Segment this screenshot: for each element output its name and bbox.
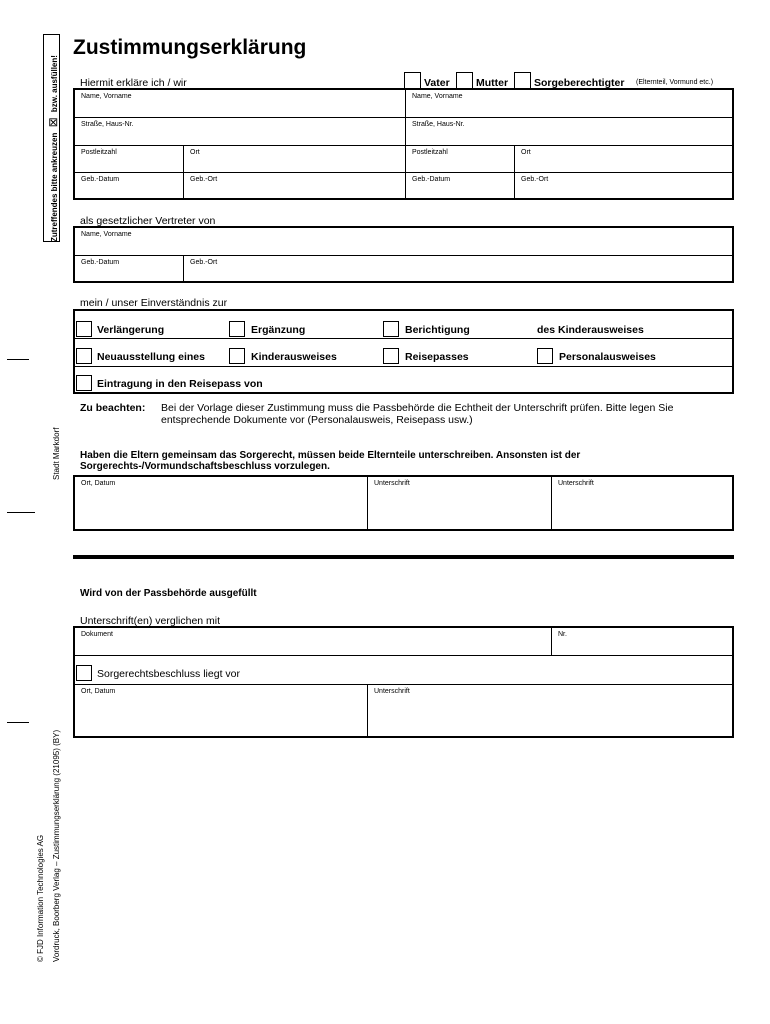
custody-signature-1-field[interactable]: [368, 477, 551, 529]
declarant1-birthdate-field[interactable]: [75, 173, 183, 198]
consent-heading: mein / unser Einverständnis zur: [80, 297, 228, 309]
footer-copyright: © FJD Information Technologies AG: [36, 834, 45, 962]
role-mother-label: Mutter: [476, 77, 509, 89]
document-field[interactable]: [75, 628, 551, 655]
declarant1-birthplace-field[interactable]: [184, 173, 405, 198]
declarant1-zip-field[interactable]: [75, 146, 183, 172]
child-birthdate-label: Geb.-Datum: [81, 259, 120, 266]
fold-mark-2: [7, 512, 35, 513]
page-title: Zustimmungserklärung: [73, 36, 307, 59]
document-label: Dokument: [81, 631, 113, 638]
custody-line-1: Haben die Eltern gemeinsam das Sorgerecht, müssen beide Elternteile unterschreiben. Ansonsten ist der: [80, 450, 581, 461]
passport-entry-label: Eintragung in den Reisepass von: [97, 378, 263, 390]
side-instruction-frame: [43, 34, 60, 242]
declarant1-zip-label: Postleitzahl: [81, 149, 117, 156]
representative-heading: als gesetzlicher Vertreter von: [80, 215, 216, 227]
compared-heading: Unterschrift(en) verglichen mit: [80, 615, 221, 627]
declarant2-zip-field[interactable]: [406, 146, 514, 172]
declarant-heading: Hiermit erkläre ich / wir: [80, 77, 187, 89]
custody-place-date-label: Ort, Datum: [81, 480, 116, 487]
section-divider: [73, 555, 734, 559]
custody-signature-1-label: Unterschrift: [374, 480, 410, 487]
declarant1-city-field[interactable]: [184, 146, 405, 172]
correction-label: Berichtigung: [405, 324, 470, 336]
child-birthdate-field[interactable]: [75, 256, 183, 281]
child-id-card-checkbox[interactable]: [229, 348, 245, 364]
custody-decision-label: Sorgerechtsbeschluss liegt vor: [97, 668, 240, 680]
footer-form-id: Vordruck, Boorberg Verlag – Zustimmungserklärung (21095) (BY): [52, 729, 61, 962]
reissue-label: Neuausstellung eines: [97, 351, 205, 363]
extension-checkbox[interactable]: [76, 321, 92, 337]
child-name-field[interactable]: [75, 228, 732, 255]
extension-label: Verlängerung: [97, 324, 165, 336]
role-mother-checkbox[interactable]: [456, 72, 473, 89]
child-birthplace-field[interactable]: [184, 256, 732, 281]
id-card-label: Personalausweises: [559, 351, 656, 363]
custody-place-date-field[interactable]: [75, 477, 367, 529]
side-instruction-part1: Zutreffendes bitte ankreuzen: [50, 132, 59, 242]
declarant1-street-label: Straße, Haus-Nr.: [81, 121, 134, 128]
supplement-checkbox[interactable]: [229, 321, 245, 337]
declarant1-birthplace-label: Geb.-Ort: [190, 176, 218, 183]
note-line-2: entsprechende Dokumente vor (Personalausweis, Reisepass usw.): [161, 414, 473, 426]
role-father-label: Vater: [424, 77, 450, 89]
child-name-label: Name, Vorname: [81, 231, 132, 238]
custody-signature-2-label: Unterschrift: [558, 480, 594, 487]
declarant1-city-label: Ort: [190, 149, 200, 156]
authority-box: [73, 626, 734, 738]
side-city: Stadt Markdorf: [52, 427, 61, 480]
passport-label: Reisepasses: [405, 351, 469, 363]
declarant-box: [73, 88, 734, 200]
authority-signature-field[interactable]: [368, 685, 732, 736]
declarant1-birthdate-label: Geb.-Datum: [81, 176, 120, 183]
custody-signature-2-field[interactable]: [552, 477, 732, 529]
declarant2-birthdate-label: Geb.-Datum: [412, 176, 451, 183]
reissue-checkbox[interactable]: [76, 348, 92, 364]
declarant2-city-label: Ort: [521, 149, 531, 156]
declarant2-name-field[interactable]: [406, 90, 732, 117]
fold-mark-1: [7, 359, 29, 360]
note-label: Zu beachten:: [80, 402, 146, 414]
passport-entry-checkbox[interactable]: [76, 375, 92, 391]
custody-line-2: Sorgerechts-/Vormundschaftsbeschluss vorzulegen.: [80, 461, 330, 472]
declarant1-name-field[interactable]: [75, 90, 405, 117]
declarant2-city-field[interactable]: [515, 146, 732, 172]
correction-checkbox[interactable]: [383, 321, 399, 337]
declarant2-birthplace-label: Geb.-Ort: [521, 176, 549, 183]
child-birthplace-label: Geb.-Ort: [190, 259, 218, 266]
role-father-checkbox[interactable]: [404, 72, 421, 89]
custody-signature-box: [73, 475, 734, 531]
declarant2-name-label: Name, Vorname: [412, 93, 463, 100]
representative-box: [73, 226, 734, 283]
declarant2-birthplace-field[interactable]: [515, 173, 732, 198]
role-note: (Elternteil, Vormund etc.): [636, 79, 714, 86]
declarant2-street-field[interactable]: [406, 118, 732, 145]
authority-signature-label: Unterschrift: [374, 688, 410, 695]
declarant1-street-field[interactable]: [75, 118, 405, 145]
number-label: Nr.: [558, 631, 567, 638]
role-guardian-label: Sorgeberechtigter: [534, 77, 625, 89]
role-guardian-checkbox[interactable]: [514, 72, 531, 89]
authority-heading: Wird von der Passbehörde ausgefüllt: [80, 588, 257, 599]
side-checkbox-icon: ⊠: [46, 117, 60, 128]
number-field[interactable]: [552, 628, 732, 655]
passport-checkbox[interactable]: [383, 348, 399, 364]
side-instruction-part2: bzw. ausfüllen!: [50, 55, 59, 113]
supplement-label: Ergänzung: [251, 324, 306, 336]
note-line-1: Bei der Vorlage dieser Zustimmung muss die Passbehörde die Echtheit der Unterschrift prüfen. Bitte legen Sie: [161, 402, 674, 414]
declarant2-birthdate-field[interactable]: [406, 173, 514, 198]
declarant1-name-label: Name, Vorname: [81, 93, 132, 100]
id-card-checkbox[interactable]: [537, 348, 553, 364]
authority-place-date-label: Ort, Datum: [81, 688, 116, 695]
child-id-label: des Kinderausweises: [537, 324, 644, 336]
fold-mark-3: [7, 722, 29, 723]
declarant2-zip-label: Postleitzahl: [412, 149, 448, 156]
authority-place-date-field[interactable]: [75, 685, 367, 736]
child-id-card-label: Kinderausweises: [251, 351, 337, 363]
declarant2-street-label: Straße, Haus-Nr.: [412, 121, 465, 128]
custody-decision-checkbox[interactable]: [76, 665, 92, 681]
